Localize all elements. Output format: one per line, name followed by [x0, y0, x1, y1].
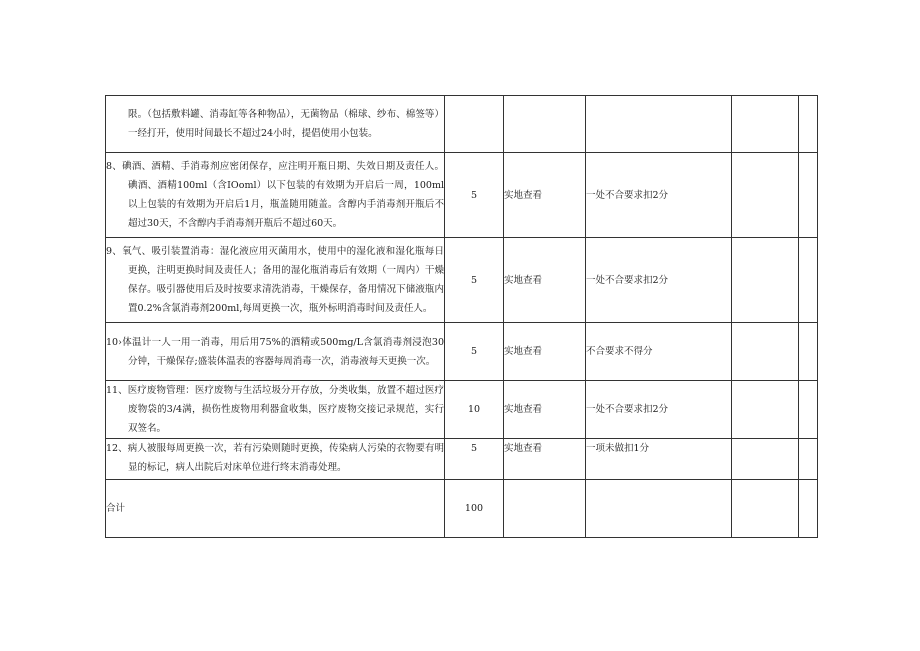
deduction-cell — [732, 153, 799, 238]
score-cell: 5 — [445, 323, 504, 381]
method-cell: 实地查看 — [504, 238, 586, 323]
deduction-cell — [732, 439, 799, 480]
total-score-cell: 100 — [445, 480, 504, 538]
score-cell — [445, 96, 504, 153]
criteria-cell — [586, 96, 732, 153]
criteria-cell: 一处不合要求扣2分 — [586, 238, 732, 323]
remark-cell — [799, 439, 818, 480]
item-content-cell: 8、碘酒、酒精、手消毒剂应密闭保存，应注明开瓶日期、失效日期及责任人。碘酒、酒精100ml（含IOoml）以下包装的有效期为开启后一周，100ml以上包装的有效期为开启后1月，瓶盖随用随盖。含醇内手消毒剂开瓶后不超过30天，不含醇内手消毒剂开瓶后不超过60天。 — [106, 153, 445, 238]
deduction-cell — [732, 323, 799, 381]
table-row — [106, 323, 818, 381]
remark-cell — [799, 238, 818, 323]
method-cell: 实地查看 — [504, 381, 586, 439]
criteria-cell: 一处不合要求扣2分 — [586, 153, 732, 238]
method-cell: 实地查看 — [504, 439, 586, 480]
inspection-table — [105, 95, 818, 538]
score-cell: 5 — [445, 238, 504, 323]
method-cell: 实地查看 — [504, 323, 586, 381]
score-cell: 10 — [445, 381, 504, 439]
table-row — [106, 153, 818, 238]
item-content-cell: 限。（包括敷料罐、消毒缸等各种物品），无菌物品（棉球、纱布、棉签等）一经打开，使用时间最长不超过24小时，提倡使用小包装。 — [106, 96, 445, 153]
remark-cell — [799, 381, 818, 439]
remark-cell — [799, 153, 818, 238]
method-cell — [504, 96, 586, 153]
total-label-cell: 合计 — [106, 480, 445, 538]
item-content-cell: 10›体温计一人一用一消毒，用后用75%的酒精或500mg/L含氯消毒剂浸泡30分钟，干燥保存;盛装体温表的容器每周消毒一次，消毒液每天更换一次。 — [106, 323, 445, 381]
total-row — [106, 480, 818, 538]
score-cell: 5 — [445, 439, 504, 480]
score-cell: 5 — [445, 153, 504, 238]
table-row — [106, 381, 818, 439]
item-content-cell: 9、氧气、吸引装置消毒：湿化液应用灭菌用水，使用中的湿化液和湿化瓶每日更换，注明更换时间及责任人；备用的湿化瓶消毒后有效期（一周内）干燥保存。吸引器使用后及时按要求清洗消毒，干燥保存，备用情况下储液瓶内置0.2%含氯消毒剂200ml,每周更换一次，瓶外标明消毒时间及责任人。 — [106, 238, 445, 323]
deduction-cell — [732, 96, 799, 153]
remark-cell — [799, 480, 818, 538]
table-row — [106, 439, 818, 480]
deduction-cell — [732, 238, 799, 323]
method-cell: 实地查看 — [504, 153, 586, 238]
criteria-cell: 一项未做扣1分 — [586, 439, 732, 480]
deduction-cell — [732, 480, 799, 538]
table-row — [106, 96, 818, 153]
criteria-cell: 不合要求不得分 — [586, 323, 732, 381]
remark-cell — [799, 323, 818, 381]
criteria-cell: 一处不合要求扣2分 — [586, 381, 732, 439]
item-content-cell: 12、病人被服每周更换一次，若有污染则随时更换，传染病人污染的衣物要有明显的标记，病人出院后对床单位进行终末消毒处理。 — [106, 439, 445, 480]
remark-cell — [799, 96, 818, 153]
criteria-cell — [586, 480, 732, 538]
method-cell — [504, 480, 586, 538]
deduction-cell — [732, 381, 799, 439]
item-content-cell: 11、医疗废物管理：医疗废物与生活垃圾分开存放，分类收集，放置不超过医疗废物袋的3/4满，损伤性废物用利器盒收集，医疗废物交接记录规范，实行双签名。 — [106, 381, 445, 439]
table-row — [106, 238, 818, 323]
